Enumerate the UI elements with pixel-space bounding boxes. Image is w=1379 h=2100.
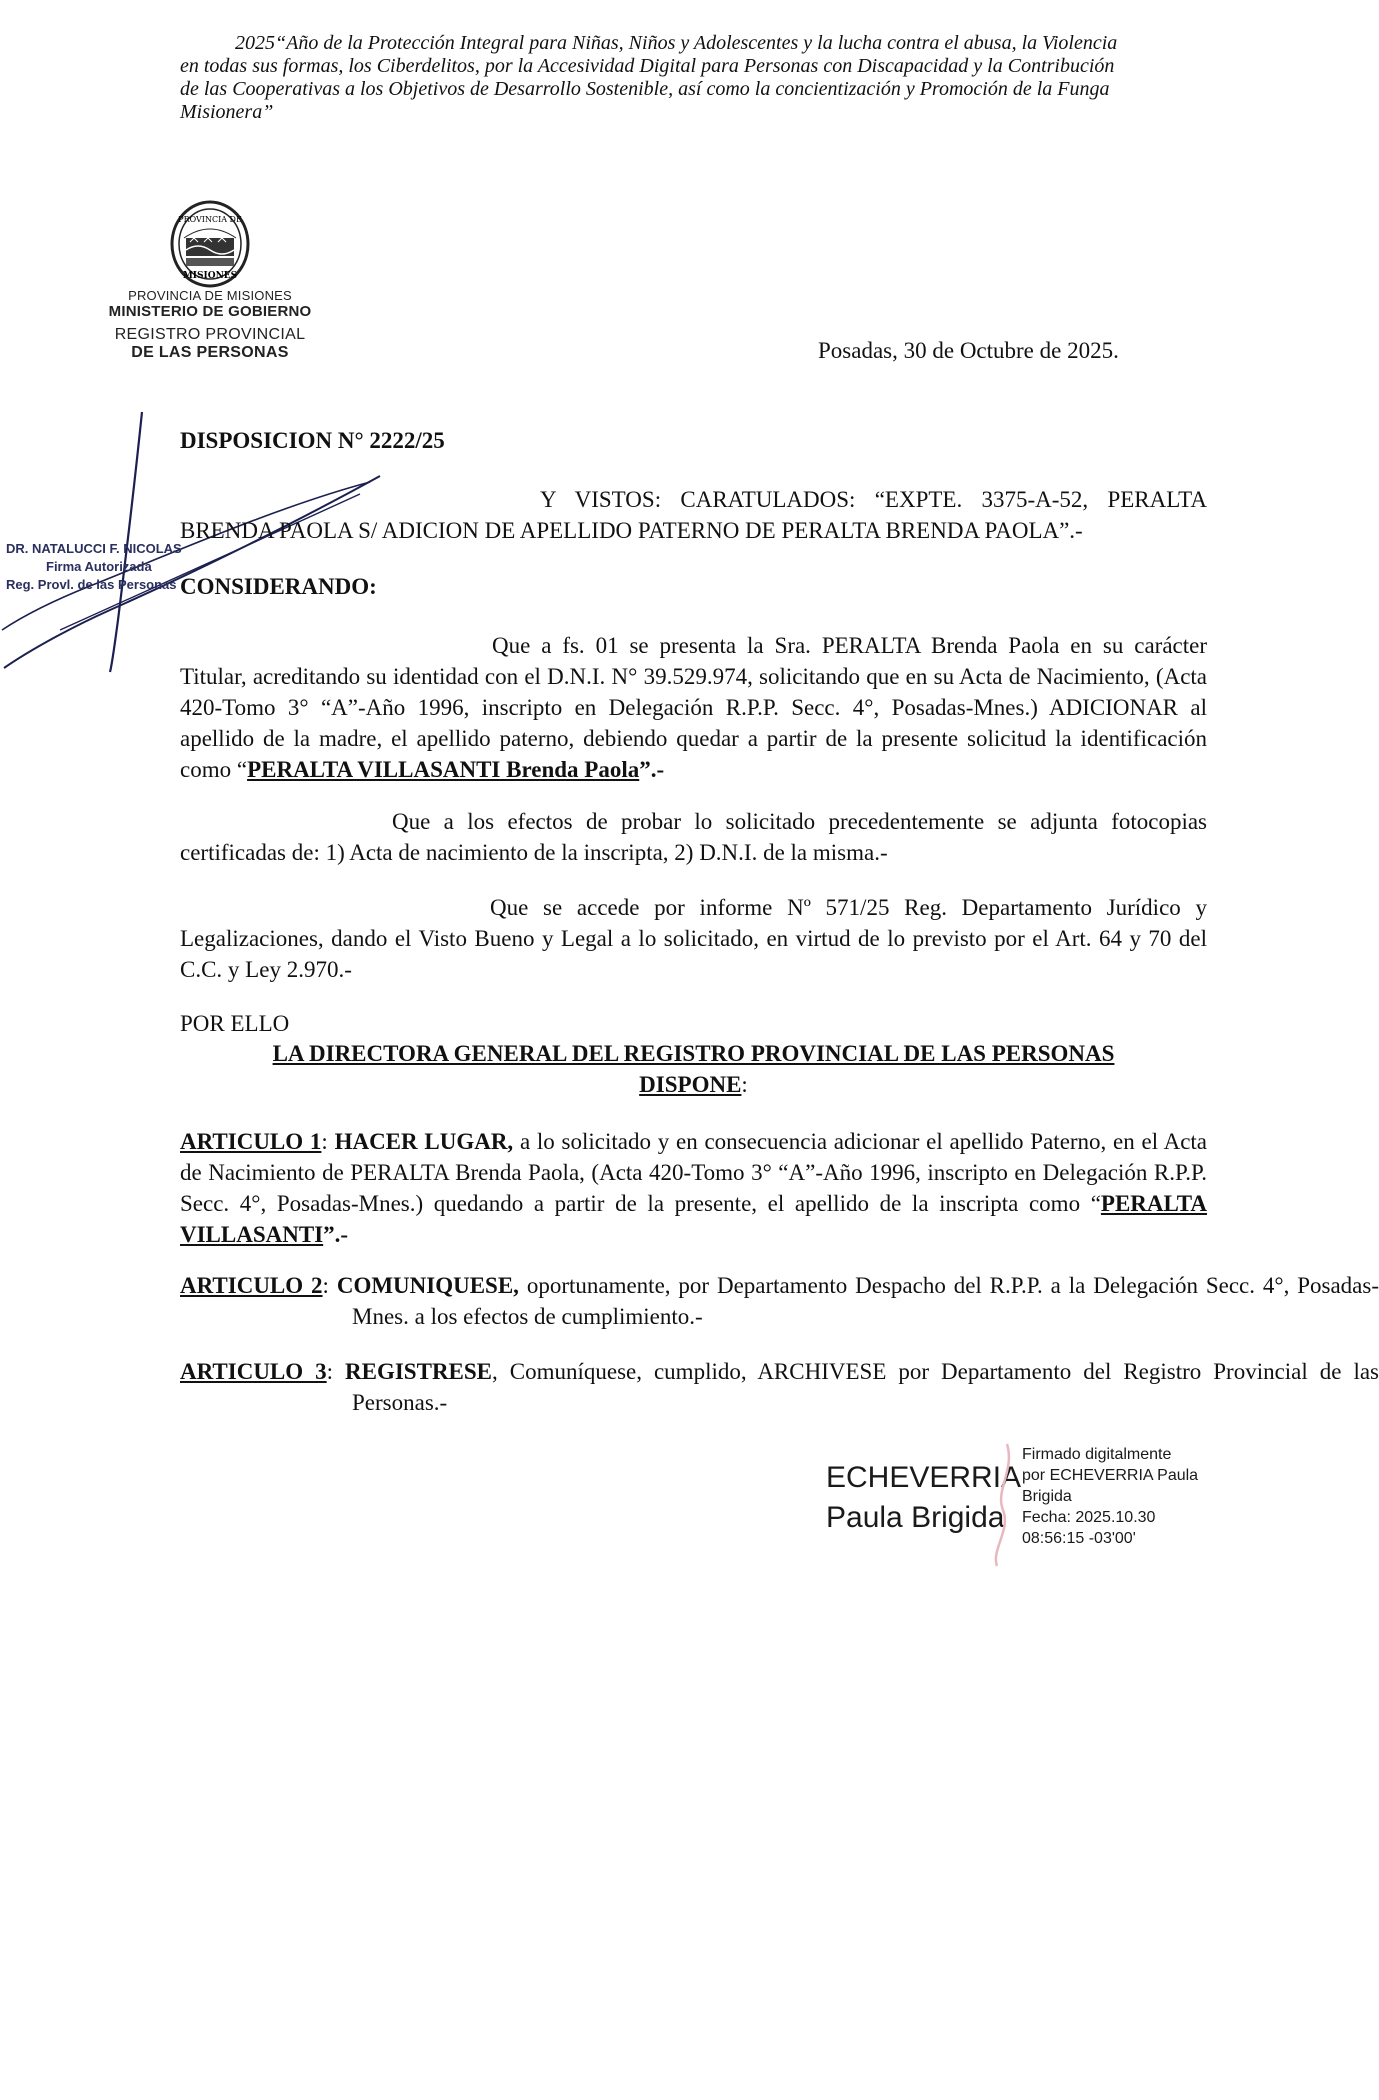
org-province: PROVINCIA DE MISIONES: [128, 288, 292, 303]
org-persons: DE LAS PERSONAS: [131, 344, 289, 361]
article-2-action: COMUNIQUESE,: [336, 1273, 519, 1298]
emblem-text-bottom: MISIONES: [182, 271, 238, 281]
org-registry: REGISTRO PROVINCIAL: [114, 326, 306, 343]
article-2-text: oportunamente, por Departamento Despacho del R.P.P. a la Delegación Secc. 4°, Posadas-Mnes. a los efectos de cumplimiento.-: [352, 1273, 1379, 1329]
signature-meta-3: Brigida: [1022, 1488, 1072, 1505]
article-2: ARTICULO 2: COMUNIQUESE, oportunamente, por Departamento Despacho del R.P.P. a la Delegación Secc. 4°, Posadas-Mnes. a los efectos de cumplimiento.-: [180, 1273, 1379, 1329]
dispone-colon: :: [741, 1072, 748, 1097]
article-3-text: , Comuníquese, cumplido, ARCHIVESE por Departamento del Registro Provincial de las Personas.-: [352, 1359, 1379, 1415]
motto-line-3: de las Cooperativas a los Objetivos de Desarrollo Sostenible, así como la concientización y Promoción de la Funga: [180, 78, 1110, 100]
p1-new-name: PERALTA VILLASANTI Brenda Paola: [247, 757, 640, 782]
disposition-title: DISPOSICION N° 2222/25: [180, 428, 445, 453]
article-1-name: PERALTA VILLASANTI: [180, 1191, 1207, 1247]
directora-heading: [180, 1038, 1207, 1100]
signature-flourish-icon: [985, 1440, 1025, 1570]
considerando-paragraph-2: [180, 806, 1207, 868]
considerando-paragraph-3: [180, 892, 1207, 985]
signature-meta-2: por ECHEVERRIA Paula: [1022, 1467, 1199, 1484]
organization-block: [60, 288, 360, 362]
stamp-office: Reg. Provl. de las Personas: [6, 577, 177, 592]
p2-text: Que a los efectos de probar lo solicitado precedentemente se adjunta fotocopias certificadas de: 1) Acta de nacimiento de la inscripta, 2) D.N.I. de la misma.-: [180, 809, 1207, 865]
article-2-label: ARTICULO 2: [180, 1273, 323, 1298]
considerando-heading: CONSIDERANDO:: [180, 574, 377, 599]
document-date: Posadas, 30 de Octubre de 2025.: [818, 338, 1119, 363]
motto-line-1: 2025“Año de la Protección Integral para Niñas, Niños y Adolescentes y la lucha contra el abusa, la Violencia: [235, 32, 1118, 54]
article-1-label: ARTICULO 1: [180, 1129, 322, 1154]
dispone-text: DISPONE: [639, 1072, 742, 1097]
article-1-end: ”.-: [323, 1222, 349, 1247]
motto-line-2: en todas sus formas, los Ciberdelitos, por la Accesividad Digital para Personas con Discapacidad y la Contribución: [180, 55, 1115, 77]
article-1: ARTICULO 1: HACER LUGAR, a lo solicitado y en consecuencia adicionar el apellido Paterno, en el Acta de Nacimiento de PERALTA Brenda Paola, (Acta 420-Tomo 3° “A”-Año 1996, inscripto en Delegación R.P.P. Secc. 4°, Posadas-Mnes.) quedando a partir de la presente, el apellido de la inscripta como “PERALTA VILLASANTI”.-: [180, 1129, 1208, 1247]
header-motto: [180, 32, 1180, 124]
digital-signature-meta: [1022, 1444, 1202, 1549]
signature-meta-1: Firmado digitalmente: [1022, 1446, 1172, 1463]
stamp-role: Firma Autorizada: [46, 559, 152, 574]
org-ministry: MINISTERIO DE GOBIERNO: [108, 303, 312, 320]
directora-text: LA DIRECTORA GENERAL DEL REGISTRO PROVINCIAL DE LAS PERSONAS: [272, 1041, 1115, 1066]
considerando-paragraph-1: [180, 630, 1207, 785]
por-ello: POR ELLO: [180, 1011, 290, 1036]
vistos-text: Y VISTOS: CARATULADOS: “EXPTE. 3375-A-52, PERALTA BRENDA PAOLA S/ ADICION DE APELLIDO PATERNO DE PERALTA BRENDA PAOLA”.-: [180, 487, 1207, 543]
article-1-action: HACER LUGAR,: [334, 1129, 514, 1154]
signature-meta-5: 08:56:15 -03'00': [1022, 1530, 1136, 1547]
stamp-name: DR. NATALUCCI F. NICOLAS: [6, 541, 182, 556]
p1-text: Que a fs. 01 se presenta la Sra. PERALTA Brenda Paola en su carácter Titular, acreditando su identidad con el D.N.I. N° 39.529.974, solicitando que en su Acta de Nacimiento, (Acta 420-Tomo 3° “A”-Año 1996, inscripto en Delegación R.P.P. Secc. 4°, Posadas-Mnes.) ADICIONAR al apellido de la madre, el apellido paterno, debiendo quedar a partir de la presente solicitud la identificación como “: [180, 633, 1207, 782]
signature-name-line-2: Paula Brigida: [826, 1501, 1005, 1534]
article-3: ARTICULO 3: REGISTRESE, Comuníquese, cumplido, ARCHIVESE por Departamento del Registro Provincial de las Personas.-: [180, 1359, 1379, 1415]
article-1-text: a lo solicitado y en consecuencia adicionar el apellido Paterno, en el Acta de Nacimiento de PERALTA Brenda Paola, (Acta 420-Tomo 3° “A”-Año 1996, inscripto en Delegación R.P.P. Secc. 4°, Posadas-Mnes.) quedando a partir de la presente, el apellido de la inscripta como “: [180, 1129, 1208, 1216]
signature-meta-4: Fecha: 2025.10.30: [1022, 1509, 1156, 1526]
provincial-emblem-icon: [160, 198, 260, 290]
signature-name-line-1: ECHEVERRIA: [826, 1461, 1022, 1494]
emblem-text-top: PROVINCIA DE: [178, 215, 242, 224]
article-3-label: ARTICULO 3: [180, 1359, 327, 1384]
motto-line-4: Misionera”: [180, 101, 274, 123]
p3-text: Que se accede por informe Nº 571/25 Reg. Departamento Jurídico y Legalizaciones, dando el Visto Bueno y Legal a lo solicitado, en virtud de lo previsto por el Art. 64 y 70 del C.C. y Ley 2.970.-: [180, 895, 1207, 982]
p1-end: ”.-: [639, 757, 665, 782]
article-3-action: REGISTRESE: [345, 1359, 493, 1384]
vistos-paragraph: [180, 484, 1207, 546]
